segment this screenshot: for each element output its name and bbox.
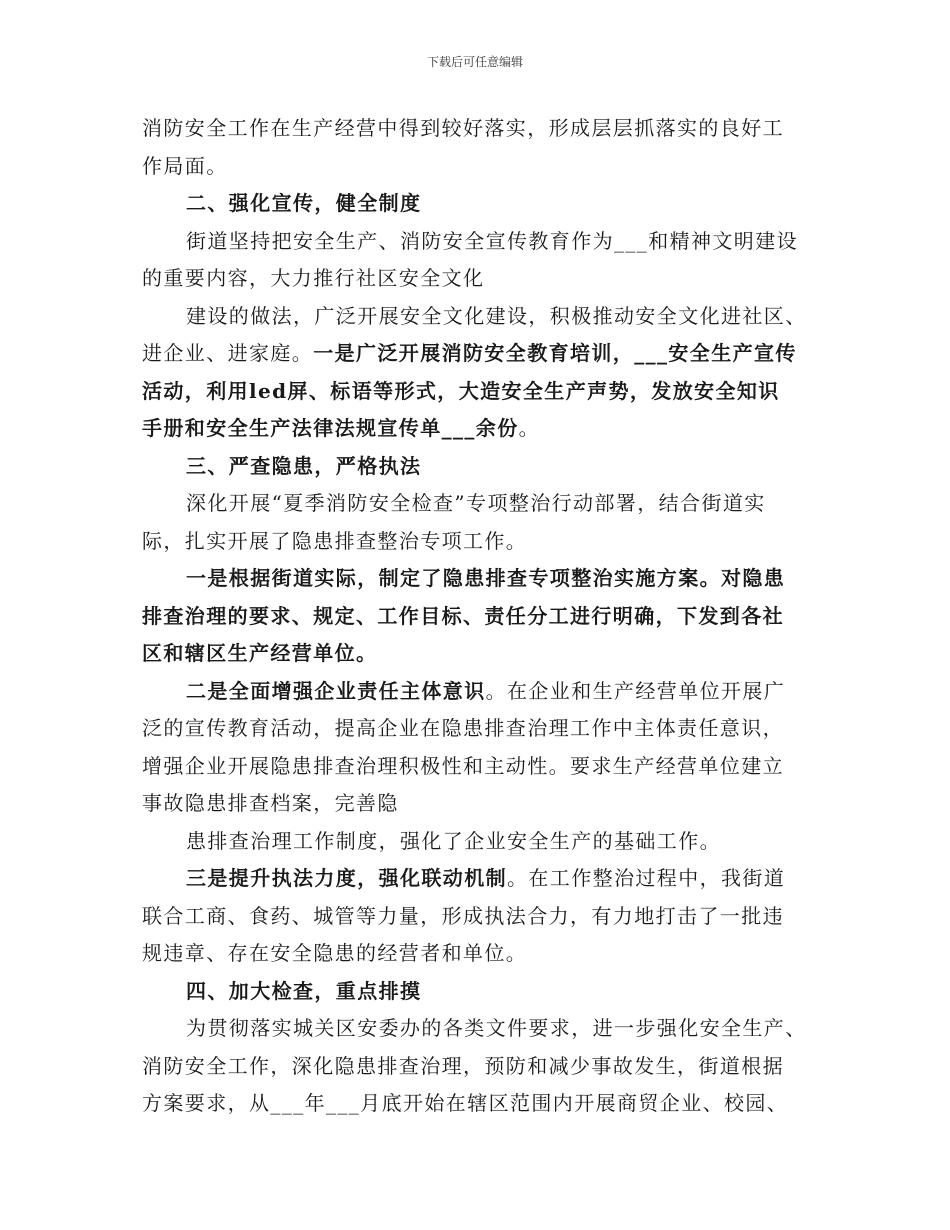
- paragraph-line: 际，扎实开展了隐患排查整治专项工作。: [142, 528, 528, 553]
- paragraph-line: [142, 335, 822, 373]
- paragraph-line: 一是根据街道实际，制定了隐患排查专项整治实施方案。对隐患: [186, 566, 786, 590]
- bold-text: 三是提升执法力度，强化联动机制: [186, 866, 507, 890]
- paragraph-line: 消防安全工作，深化隐患排查治理，预防和减少事故发生，街道根据: [142, 1053, 784, 1078]
- paragraph-line: 消防安全工作在生产经营中得到较好落实，形成层层抓落实的良好工: [142, 116, 784, 140]
- paragraph-line: 增强企业开展隐患排查治理积极性和主动性。要求生产经营单位建立: [142, 753, 784, 778]
- paragraph-line: [142, 673, 822, 711]
- paragraph-line: [142, 860, 822, 898]
- paragraph-text: 。: [518, 416, 541, 440]
- bold-text: 手册和安全生产法律法规宣传单___余份: [142, 416, 519, 440]
- paragraph-line: 方案要求，从___年___月底开始在辖区范围内开展商贸企业、校园、: [142, 1091, 789, 1115]
- section-heading: 二、强化宣传，健全制度: [186, 191, 422, 215]
- paragraph-line: 规违章、存在安全隐患的经营者和单位。: [142, 941, 528, 965]
- bold-text: 一是广泛开展消防安全教育培训，___安全生产宣传: [313, 341, 797, 365]
- paragraph-line: 作局面。: [142, 153, 228, 178]
- paragraph-line: 的重要内容，大力推行社区安全文化: [142, 266, 485, 290]
- paragraph-line: 联合工商、食药、城管等力量，形成执法合力，有力地打击了一批违: [142, 903, 784, 928]
- paragraph-line: 为贯彻落实城关区安委办的各类文件要求，进一步强化安全生产、: [186, 1016, 807, 1040]
- paragraph-line: 事故隐患排查档案，完善隐: [142, 791, 399, 815]
- document-body: [142, 110, 822, 1123]
- paragraph-line: 街道坚持把安全生产、消防安全宣传教育作为___和精神文明建设: [186, 228, 798, 253]
- paragraph-line: 泛的宣传教育活动，提高企业在隐患排查治理工作中主体责任意识，: [142, 716, 784, 740]
- paragraph-text: 进企业、进家庭。: [142, 341, 314, 365]
- paragraph-line: 区和辖区生产经营单位。: [142, 641, 378, 665]
- section-heading: 三、严查隐患，严格执法: [186, 453, 422, 478]
- paragraph-line: 排查治理的要求、规定、工作目标、责任分工进行明确，下发到各社: [142, 603, 784, 628]
- bold-text: 二是全面增强企业责任主体意识: [186, 678, 486, 703]
- paragraph-line: 患排查治理工作制度，强化了企业安全生产的基础工作。: [186, 828, 721, 853]
- section-heading: 四、加大检查，重点排摸: [186, 978, 422, 1003]
- paragraph-line: [142, 410, 822, 448]
- page-header: 下载后可任意编辑: [426, 55, 523, 69]
- paragraph-text: 。在工作整治过程中，我街道: [507, 866, 786, 890]
- paragraph-text: 。在企业和生产经营单位开展广: [485, 678, 786, 703]
- paragraph-line: 活动，利用led屏、标语等形式，大造安全生产声势，发放安全知识: [142, 378, 780, 403]
- paragraph-line: 建设的做法，广泛开展安全文化建设，积极推动安全文化进社区、: [186, 303, 807, 328]
- paragraph-line: 深化开展“夏季消防安全检查”专项整治行动部署，结合街道实: [186, 491, 766, 515]
